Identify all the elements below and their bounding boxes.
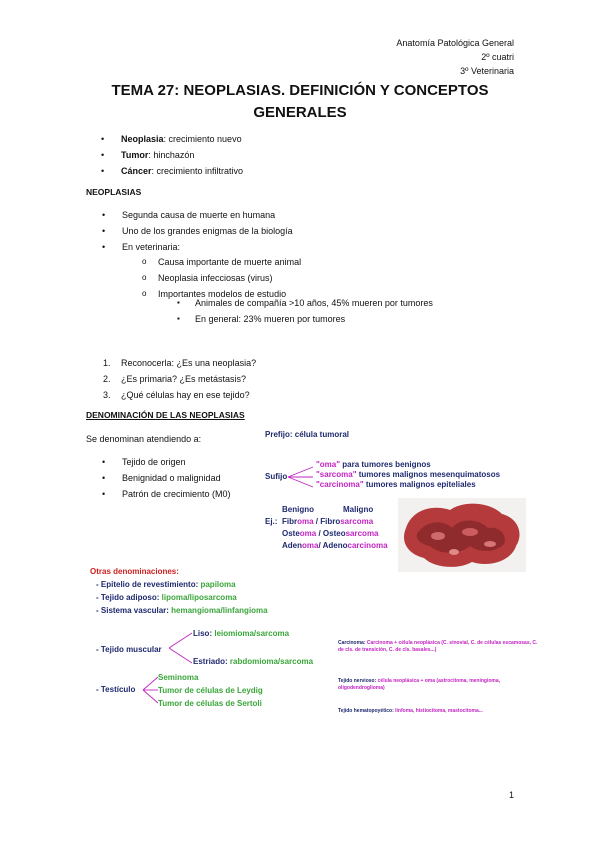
question-text: ¿Qué células hay en ese tejido?: [121, 390, 250, 400]
definitions-list: [121, 134, 243, 182]
list-item: ▪ Animales de compañía >10 años, 45% mueren por tumores: [195, 298, 433, 314]
suffix-row: [316, 460, 500, 470]
header-course: 3º Veterinaria: [460, 66, 514, 76]
testiculo-label: - Testículo: [96, 685, 136, 694]
list-item: 2. ¿Es primaria? ¿Es metástasis?: [103, 374, 247, 384]
list-item: o Importantes modelos de estudio: [158, 289, 301, 305]
otras-row: - Sistema vascular: hemangioma/linfangioma: [96, 606, 268, 615]
list-item: o Neoplasia infecciosas (virus): [158, 273, 301, 289]
list-item: 3. ¿Qué células hay en ese tejido?: [103, 390, 250, 400]
example-row: Osteoma / Osteosarcoma: [282, 529, 379, 538]
list-item: ▪ En general: 23% mueren por tumores: [195, 314, 433, 330]
suffix-term: "oma": [316, 460, 341, 469]
col-maligno: Maligno: [343, 505, 374, 514]
list-item: 1. Reconocerla: ¿Es una neoplasia?: [103, 358, 257, 368]
example-row: Fibroma / Fibrosarcoma: [282, 517, 374, 526]
note-hematopoyetico: Tejido hematopoyético: linfoma, histiocitoma, mastocitoma...: [338, 708, 483, 714]
definition-term: Neoplasia: [121, 134, 164, 144]
list-item: [121, 166, 243, 182]
tumor-tissue-photo: [398, 498, 526, 572]
definition-term: Tumor: [121, 150, 149, 160]
list-item: Seminoma: [158, 673, 199, 682]
models-sublist: [195, 298, 433, 330]
suffix-row: [316, 480, 500, 490]
ej-label: Ej.:: [265, 517, 278, 526]
criteria-list: [122, 457, 231, 505]
list-item: Tumor de células de Leydig: [158, 686, 263, 695]
suffix-desc: tumores malignos epiteliales: [363, 480, 476, 489]
suffix-row: [316, 470, 500, 480]
testiculo-list: [158, 671, 263, 710]
suffix-term: "sarcoma": [316, 470, 357, 479]
question-text: Reconocerla: ¿Es una neoplasia?: [121, 358, 257, 368]
otras-row: - Tejido adiposo: lipoma/liposarcoma: [96, 593, 237, 602]
prefijo-label: Prefijo: célula tumoral: [265, 430, 350, 439]
list-item: [121, 134, 243, 150]
list-item: Tumor de células de Sertoli: [158, 699, 262, 708]
example-row: Adenoma/ Adenocarcinoma: [282, 541, 388, 550]
note-carcinoma: Carcinoma: Carcinoma + célula neoplásica (C. sinovial, C. de células escamosas, C. de cls. de transición, C. de cls. basales...): [338, 640, 538, 653]
muscular-liso: Liso: leiomioma/sarcoma: [193, 629, 290, 638]
muscular-estriado: Estriado: rabdomioma/sarcoma: [193, 657, 314, 666]
title-line-2: GENERALES: [253, 104, 347, 121]
section-heading-denominacion: DENOMINACIÓN DE LAS NEOPLASIAS: [86, 410, 245, 420]
definition-text: : crecimiento infiltrativo: [151, 166, 244, 176]
section-heading-neoplasias: NEOPLASIAS: [86, 187, 142, 197]
definition-term: Cáncer: [121, 166, 152, 176]
suffix-desc: tumores malignos mesenquimatosos: [356, 470, 501, 479]
header-subject: Anatomía Patológica General: [396, 38, 514, 48]
list-item: • Uno de los grandes enigmas de la biología: [122, 226, 293, 242]
list-item: • Patrón de crecimiento (M0): [122, 489, 231, 505]
sufijo-arrows: [287, 464, 315, 490]
muscular-arrows: [168, 630, 194, 666]
denominacion-intro: Se denominan atendiendo a:: [86, 434, 202, 444]
list-item: • Benignidad o malignidad: [122, 473, 231, 489]
question-text: ¿Es primaria? ¿Es metástasis?: [121, 374, 247, 384]
col-benigno: Benigno: [282, 505, 314, 514]
suffix-list: [316, 460, 500, 490]
otras-row: - Epitelio de revestimiento: papiloma: [96, 580, 236, 589]
definition-text: : hinchazón: [148, 150, 195, 160]
header-term: 2º cuatri: [481, 52, 514, 62]
definition-text: : crecimiento nuevo: [163, 134, 242, 144]
suffix-desc: para tumores benignos: [340, 460, 431, 469]
list-item: • Segunda causa de muerte en humana: [122, 210, 293, 226]
page-number: 1: [508, 790, 514, 800]
list-item: [121, 150, 243, 166]
suffix-term: "carcinoma": [316, 480, 364, 489]
page-title: [90, 80, 510, 124]
sufijo-label: Sufijo: [265, 472, 288, 481]
questions-list: [103, 358, 257, 406]
neoplasias-list: [122, 210, 293, 258]
list-item: • En veterinaria:: [122, 242, 293, 258]
note-nervioso: Tejido nervioso: célula neoplásica + oma (astrocitoma, meningioma, oligodendroglioma): [338, 678, 501, 691]
otras-list: [96, 578, 268, 617]
title-line-1: TEMA 27: NEOPLASIAS. DEFINICIÓN Y CONCEPTOS: [111, 82, 489, 99]
muscular-label: - Tejido muscular: [96, 645, 162, 654]
list-item: o Causa importante de muerte animal: [158, 257, 301, 273]
list-item: • Tejido de origen: [122, 457, 231, 473]
otras-heading: Otras denominaciones:: [90, 567, 179, 576]
examples-list: [282, 516, 388, 552]
